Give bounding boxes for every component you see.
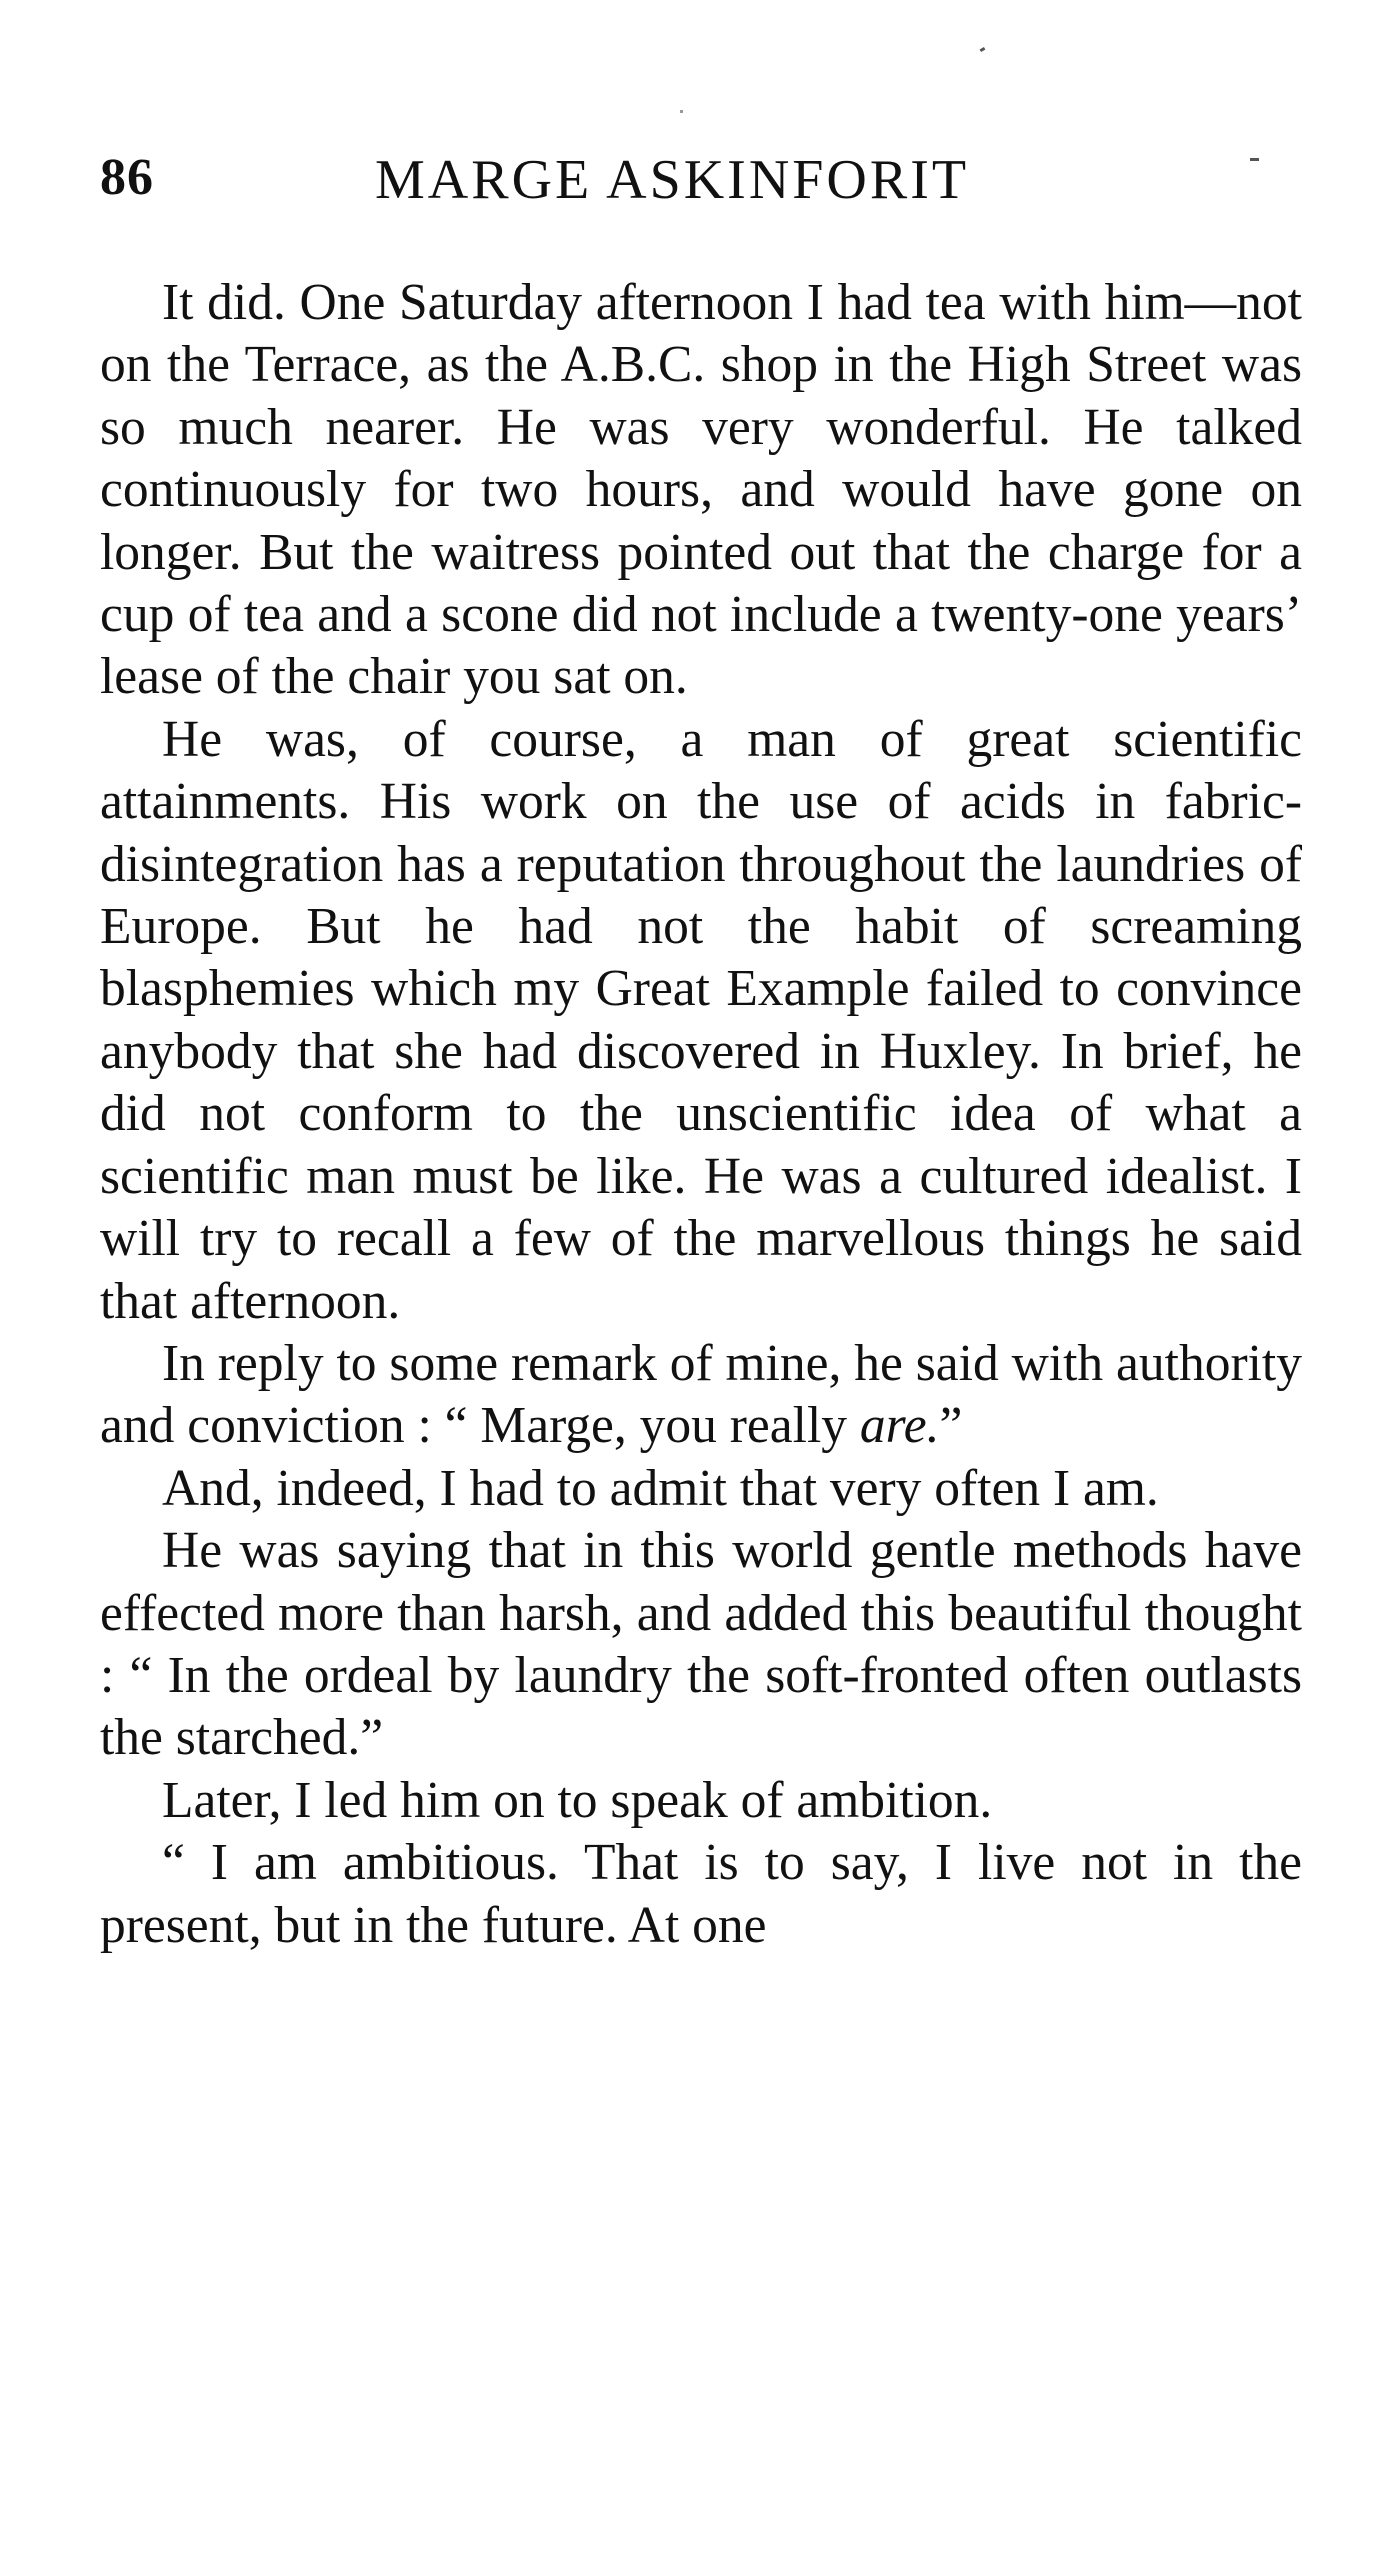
page-number: 86: [100, 149, 154, 206]
running-title: MARGE ASKINFORIT: [375, 149, 970, 211]
paragraph: And, indeed, I had to admit that very often I am.: [162, 1459, 1159, 1517]
print-speck: [980, 47, 986, 52]
running-head: [100, 148, 1300, 218]
paragraph: It did. One Saturday afternoon I had tea with him—not on the Terrace, as the A.B.C. shop in the High Street was so much nearer. He was very wonderful. He talked continuously for two hours, and would have gone on longer. But the waitress pointed out that the charge for a cup of tea and a scone did not include a twenty-one years’ lease of the chair you sat on.: [100, 274, 1302, 706]
closing-quote: ”: [939, 1397, 963, 1455]
print-speck: [680, 110, 683, 113]
paragraph: “ I am ambitious. That is to say, I live not in the present, but in the future. At one: [100, 1834, 1302, 1954]
body-text: [100, 272, 1302, 1957]
paragraph: He was saying that in this world gentle methods have effected more than harsh, and added this beautiful thought : “ In the ordeal by laundry the soft-fronted often outlasts the starched.”: [100, 1522, 1302, 1767]
paragraph: Later, I led him on to speak of ambition.: [162, 1771, 993, 1829]
paragraph: [100, 1333, 1302, 1458]
print-speck: [1250, 158, 1259, 161]
emphasized-word: are.: [859, 1397, 940, 1455]
paragraph: He was, of course, a man of great scientific attainments. His work on the use of acids in fabric-disintegration has a reputation throughout the laundries of Europe. But he had not the habit of screaming blasphemies which my Great Example failed to convince anybody that she had discovered in Huxley. In brief, he did not conform to the unscientific idea of what a scientific man must be like. He was a cultured idealist. I will try to recall a few of the marvellous things he said that afternoon.: [100, 710, 1302, 1330]
paragraph-text: In reply to some remark of mine, he said with authority and conviction : “ Marge, you really: [100, 1334, 1302, 1455]
